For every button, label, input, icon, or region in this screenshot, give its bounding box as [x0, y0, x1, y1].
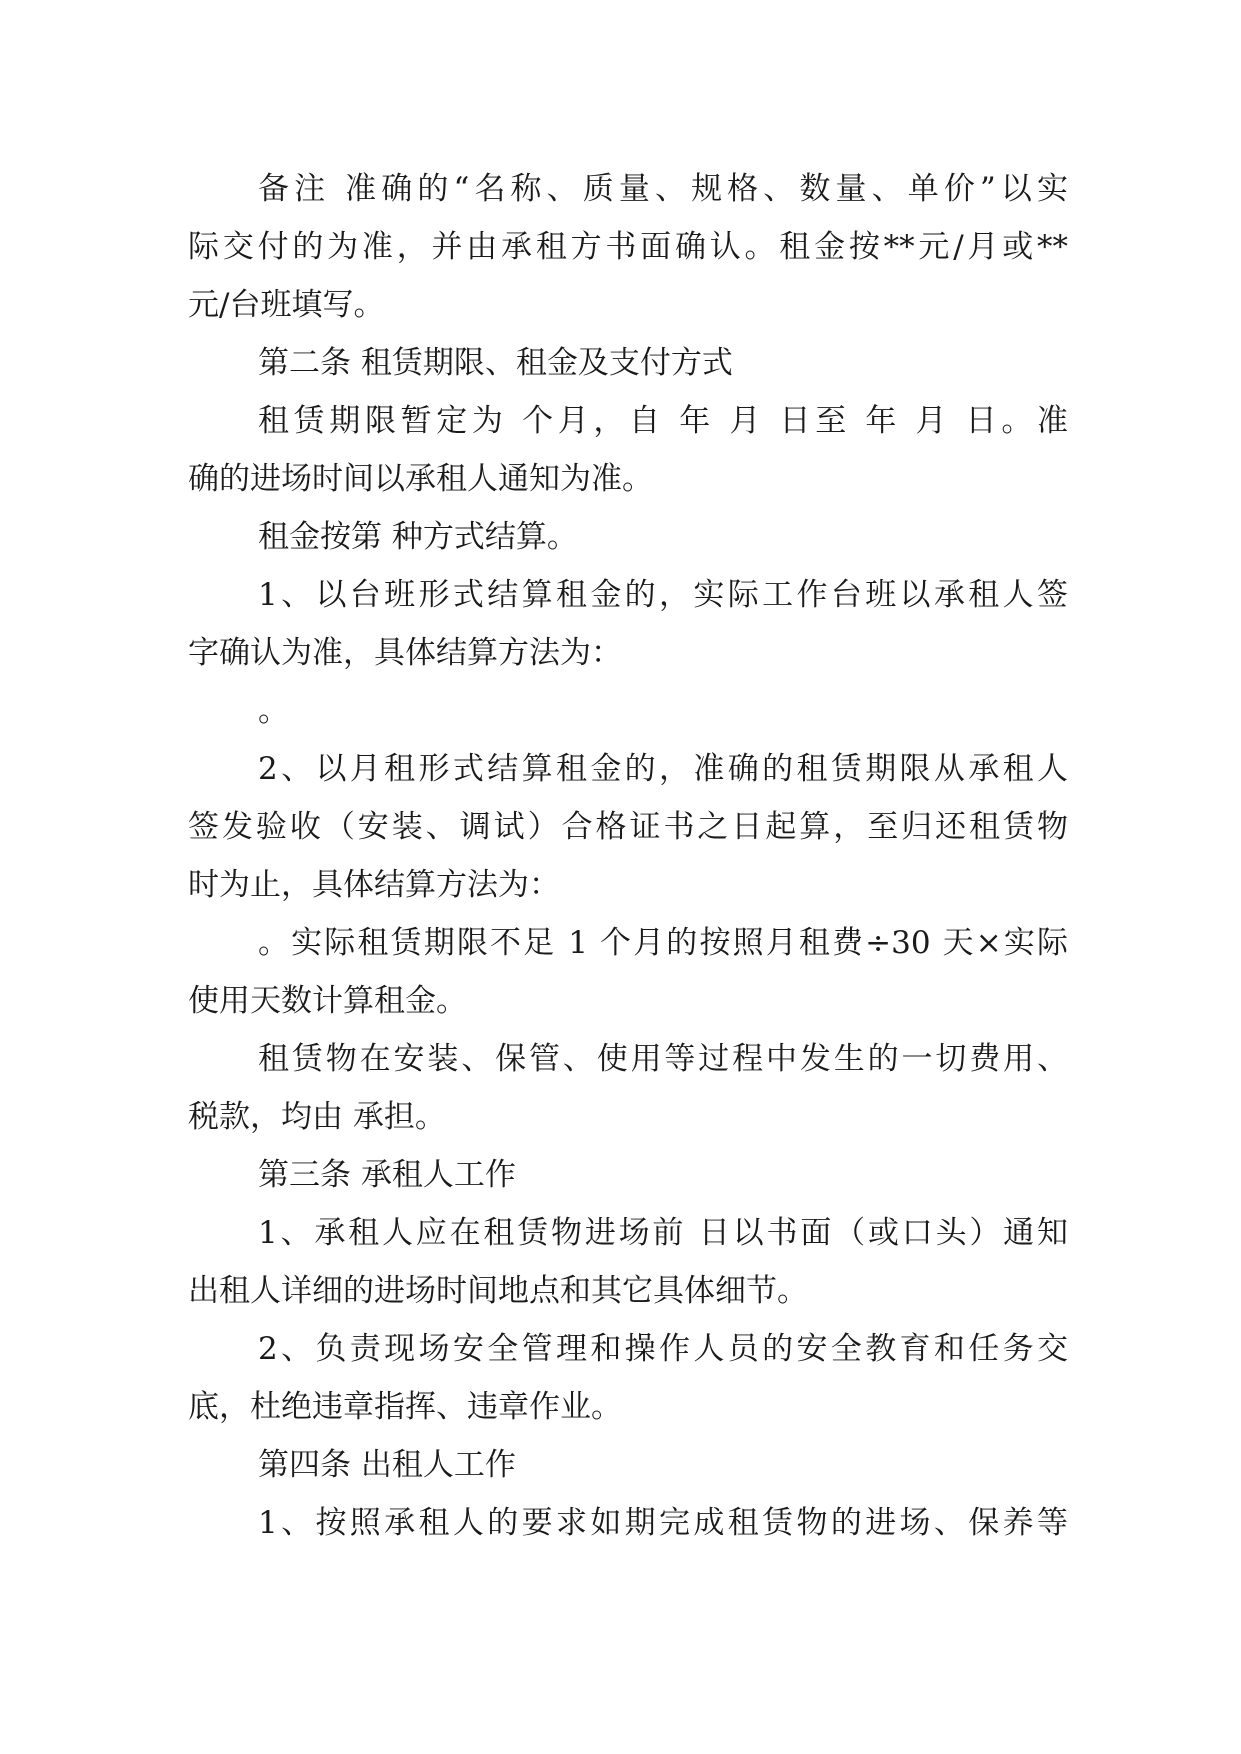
- text-line: 出租人详细的进场时间地点和其它具体细节。: [188, 1273, 808, 1309]
- text-line: 元/台班填写。: [188, 287, 385, 323]
- text-line: 2、以月租形式结算租金的，准确的租赁期限从承租人: [258, 751, 1068, 787]
- text-line: 第四条 出租人工作: [258, 1447, 516, 1483]
- text-line: 确的进场时间以承租人通知为准。: [188, 461, 653, 497]
- text-line: 租赁期限暂定为 个月，自 年 月 日至 年 月 日。准: [258, 403, 1068, 439]
- text-line: 1、按照承租人的要求如期完成租赁物的进场、保养等: [258, 1505, 1068, 1541]
- text-line: 。: [258, 693, 289, 729]
- text-line: 1、承租人应在租赁物进场前 日以书面（或口头）通知: [258, 1215, 1068, 1251]
- document-body: [188, 160, 1068, 1552]
- text-line: 底，杜绝违章指挥、违章作业。: [188, 1389, 622, 1425]
- text-line: 备注 准确的“名称、质量、规格、数量、单价”以实: [258, 171, 1068, 207]
- text-line: 租金按第 种方式结算。: [258, 519, 578, 555]
- text-line: 第二条 租赁期限、租金及支付方式: [258, 345, 733, 381]
- text-line: 使用天数计算租金。: [188, 983, 467, 1019]
- text-line: 际交付的为准，并由承租方书面确认。租金按**元/月或**: [188, 229, 1068, 265]
- text-line: 时为止，具体结算方法为：: [188, 867, 560, 903]
- text-line: 税款，均由 承担。: [188, 1099, 446, 1135]
- text-line: 签发验收（安装、调试）合格证书之日起算，至归还租赁物: [188, 809, 1068, 845]
- text-line: 。实际租赁期限不足 1 个月的按照月租费÷30 天×实际: [258, 925, 1068, 961]
- text-line: 2、负责现场安全管理和操作人员的安全教育和任务交: [258, 1331, 1068, 1367]
- text-line: 字确认为准，具体结算方法为：: [188, 635, 622, 671]
- text-line: 1、以台班形式结算租金的，实际工作台班以承租人签: [258, 577, 1068, 613]
- text-line: 租赁物在安装、保管、使用等过程中发生的一切费用、: [258, 1041, 1068, 1077]
- text-line: 第三条 承租人工作: [258, 1157, 516, 1193]
